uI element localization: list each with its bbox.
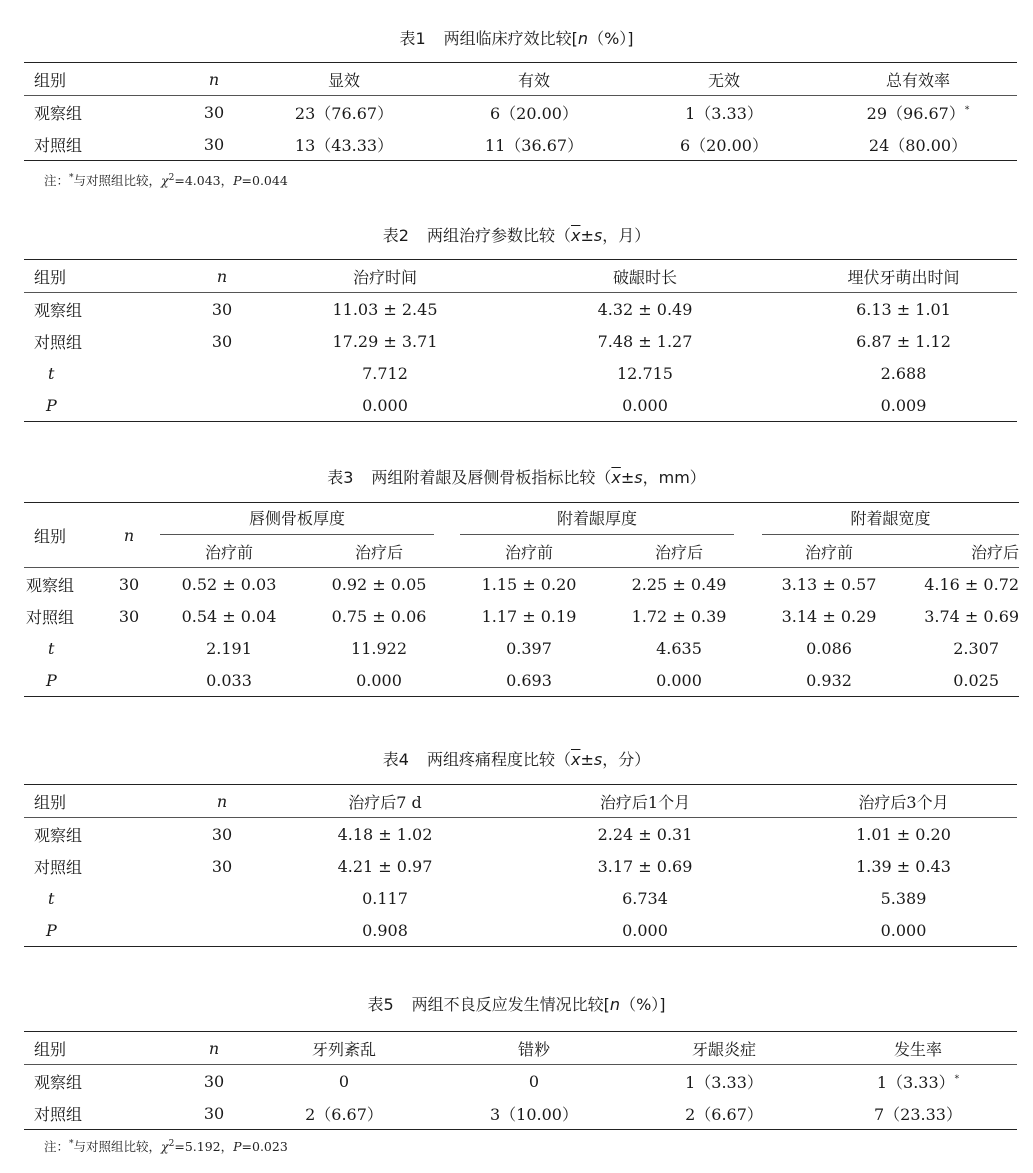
header-col: 无效 [707,70,740,90]
header-sub: 治疗前 [805,542,854,562]
cell: t [48,638,55,658]
cell: 观察组 [26,575,75,595]
cell: 对照组 [34,332,83,352]
cell: 6（20.00） [680,135,768,155]
cell [174,389,270,422]
cell: 4.635 [656,638,702,658]
cell: P [46,920,57,940]
header-sub: 治疗前 [505,542,554,562]
cell: 30 [118,606,140,626]
header-col: 显效 [327,70,360,90]
cell: 4.21 ± 0.97 [337,856,433,876]
cell: 观察组 [34,300,83,320]
cell: t [48,888,55,908]
table-row [24,818,1017,851]
cell: 0.52 ± 0.03 [181,574,277,594]
table-row [24,600,1019,632]
cell: 0 [338,1071,350,1091]
cell: t [48,363,55,383]
cell: 0.693 [506,670,552,690]
cell: 2.24 ± 0.31 [597,824,693,844]
header-group-col: 唇侧骨板厚度 [154,503,454,536]
cell [174,882,270,914]
header-group: 组别 [34,1039,67,1059]
table-row [24,293,1017,326]
header-col: 发生率 [893,1039,942,1059]
cell: 3.14 ± 0.29 [781,606,877,626]
table-row [24,128,1017,161]
table-row [24,96,1017,129]
table4 [24,784,1017,947]
header-sub: 治疗后 [355,542,404,562]
table-row [24,389,1017,422]
cell: 11.03 ± 2.45 [332,299,438,319]
header-group-col: 附着龈厚度 [454,503,754,536]
header-sub: 治疗前 [204,542,253,562]
cell: 1.39 ± 0.43 [856,856,951,876]
table-header-row [24,785,1017,818]
cell: 3（10.00） [490,1104,578,1124]
header-group: 组别 [34,792,67,812]
table-row [24,1097,1017,1130]
cell: 2.688 [880,363,927,383]
cell: 29（96.67）* [866,103,970,123]
cell: 7.712 [362,363,408,383]
cell: 6.87 ± 1.12 [856,331,951,351]
table2-title: 表2 两组治疗参数比较（$\overline{x}\pm s$，月） [382,226,651,245]
table-row [24,664,1019,697]
cell: 6.734 [622,888,668,908]
cell: 0 [528,1071,540,1091]
header-n: n [216,791,228,811]
cell: 0.000 [656,670,702,690]
header-group: 组别 [34,267,67,287]
cell: 3.74 ± 0.69 [924,606,1020,626]
cell: 对照组 [26,607,75,627]
cell: 对照组 [34,135,83,155]
table-row [24,882,1017,914]
cell: 1（3.33） [685,1072,763,1092]
cell: 1.15 ± 0.20 [481,574,577,594]
header-group: 组别 [34,526,67,546]
cell: 0.000 [356,670,402,690]
cell: 5.389 [880,888,927,908]
table-row [24,1065,1017,1098]
table1 [24,62,1017,161]
cell: 0.117 [362,888,408,908]
header-sub: 治疗后 [655,542,704,562]
cell: 30 [211,331,233,351]
cell [174,357,270,389]
cell: 12.715 [617,363,673,383]
cell: 0.932 [806,670,852,690]
table-row [24,914,1017,947]
table4-title: 表4 两组疼痛程度比较（$\overline{x}\pm s$，分） [382,750,651,769]
cell: 11.922 [351,638,407,658]
cell [104,632,154,664]
cell: 30 [203,102,225,122]
cell: 0.908 [362,920,408,940]
table1-note: 注：*与对照组比较，$\chi^2=4.043$，P=0.044 [44,172,288,188]
cell: 0.086 [806,638,852,658]
table-row [24,568,1019,601]
table-header-row [24,260,1017,293]
cell: 3.13 ± 0.57 [781,574,877,594]
cell: 4.18 ± 1.02 [337,824,433,844]
header-col: 牙列紊乱 [311,1039,376,1059]
table-header-row [24,63,1017,96]
table-header-row [24,1032,1017,1065]
cell: 30 [203,1103,225,1123]
cell: 30 [211,856,233,876]
table-subheader-row [24,535,1019,568]
header-group-col: 附着龈宽度 [754,503,1019,536]
table3 [24,502,1019,697]
cell: 2.191 [206,638,252,658]
cell: P [46,395,57,415]
cell: 7.48 ± 1.27 [597,331,693,351]
cell: 30 [211,824,233,844]
cell: 30 [118,574,140,594]
cell: 2（6.67） [685,1104,763,1124]
cell: P [46,670,57,690]
table2 [24,259,1017,422]
cell: 1（3.33）* [876,1072,960,1092]
cell: 0.033 [206,670,252,690]
cell [174,914,270,947]
cell: 24（80.00） [868,135,968,155]
cell: 0.75 ± 0.06 [331,606,427,626]
cell: 1.01 ± 0.20 [856,824,951,844]
cell [104,664,154,697]
cell: 4.16 ± 0.72 [924,574,1020,594]
table5-note: 注：*与对照组比较，$\chi^2=5.192$，P=0.023 [44,1138,288,1154]
cell: 0.025 [953,670,1000,690]
cell: 观察组 [34,1072,83,1092]
header-col: 治疗时间 [352,267,417,287]
table-row [24,632,1019,664]
cell: 2.25 ± 0.49 [631,574,727,594]
header-n: n [123,525,135,545]
cell: 观察组 [34,103,83,123]
cell: 13（43.33） [294,135,394,155]
header-col: 牙龈炎症 [691,1039,756,1059]
cell: 3.17 ± 0.69 [597,856,693,876]
cell: 0.92 ± 0.05 [331,574,427,594]
cell: 30 [203,134,225,154]
cell: 7（23.33） [874,1104,962,1124]
cell: 1.72 ± 0.39 [631,606,727,626]
header-col: 治疗后1个月 [599,792,691,812]
header-n: n [216,266,228,286]
cell: 23（76.67） [294,103,394,123]
cell: 0.000 [362,395,408,415]
cell: 2.307 [953,638,1000,658]
cell: 0.000 [622,920,668,940]
table5-title: 表5 两组不良反应发生情况比较[n（%）] [367,995,666,1014]
header-n: n [208,69,220,89]
cell: 0.009 [880,395,927,415]
table-row [24,850,1017,882]
cell: 6（20.00） [490,103,578,123]
cell: 对照组 [34,857,83,877]
cell: 30 [211,299,233,319]
table-row [24,325,1017,357]
cell: 1.17 ± 0.19 [481,606,577,626]
table-header-row [24,503,1019,536]
cell: 0.000 [622,395,668,415]
header-col: 埋伏牙萌出时间 [847,267,960,287]
cell: 2（6.67） [305,1104,383,1124]
cell: 4.32 ± 0.49 [597,299,693,319]
cell: 6.13 ± 1.01 [856,299,951,319]
table3-title: 表3 两组附着龈及唇侧骨板指标比较（$\overline{x}\pm s$，mm） [327,468,706,487]
cell: 0.397 [506,638,552,658]
header-col: 错粆 [517,1039,551,1059]
table-row [24,357,1017,389]
header-group: 组别 [34,70,67,90]
header-col: 治疗后3个月 [858,792,949,812]
cell: 11（36.67） [484,135,584,155]
header-col: 总有效率 [885,70,950,90]
cell: 17.29 ± 3.71 [332,331,438,351]
header-sub: 治疗后 [971,542,1020,562]
cell: 30 [203,1071,225,1091]
cell: 1（3.33） [685,103,763,123]
table1-title: 表1 两组临床疗效比较[n（%）] [399,29,634,48]
cell: 对照组 [34,1104,83,1124]
header-col: 有效 [517,70,550,90]
header-col: 破龈时长 [612,267,677,287]
header-col: 治疗后7 d [348,792,422,812]
cell: 观察组 [34,825,83,845]
cell: 0.54 ± 0.04 [181,606,277,626]
cell: 0.000 [880,920,927,940]
table5 [24,1031,1017,1130]
header-n: n [208,1038,220,1058]
